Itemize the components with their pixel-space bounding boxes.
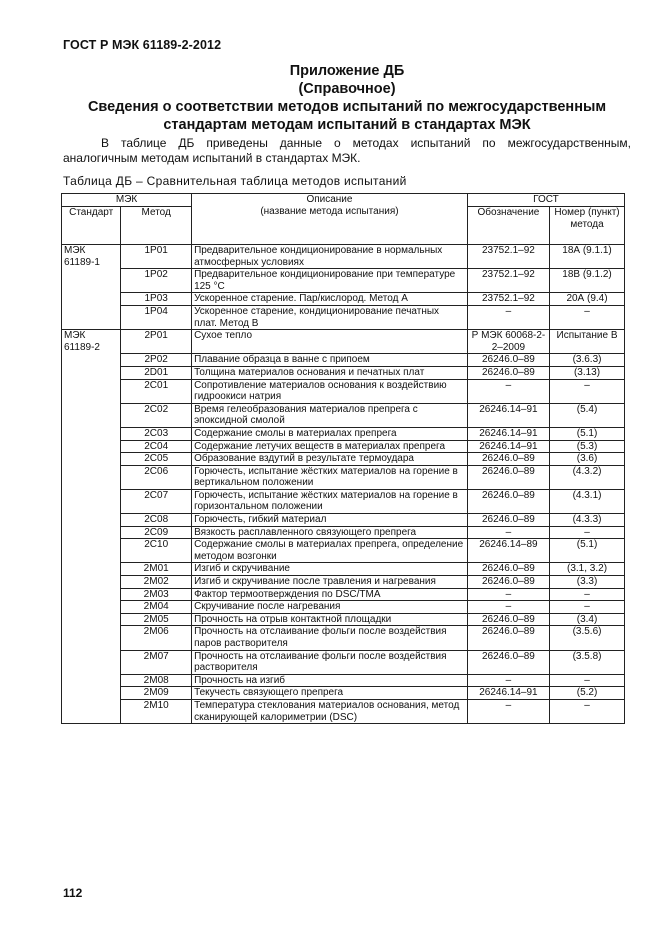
cell-method: 2C01 (121, 379, 192, 403)
cell-method: 2C05 (121, 453, 192, 466)
cell-description: Вязкость расплавленного связующего препрега (192, 526, 468, 539)
cell-method-number: (3.5.6) (550, 626, 625, 650)
table-row (62, 687, 625, 700)
cell-standard (62, 269, 121, 293)
intro-paragraph (63, 136, 631, 166)
cell-method-number: (3.5.8) (550, 650, 625, 674)
cell-method-number: 18В (9.1.2) (550, 269, 625, 293)
comparison-table (61, 193, 625, 724)
cell-designation: 26246.14–91 (467, 427, 549, 440)
cell-method: 2M08 (121, 674, 192, 687)
cell-method: 2C10 (121, 539, 192, 563)
cell-designation: – (467, 601, 549, 614)
cell-description: Текучесть связующего препрега (192, 687, 468, 700)
cell-method: 2C04 (121, 440, 192, 453)
cell-method: 1P02 (121, 269, 192, 293)
cell-method: 2C09 (121, 526, 192, 539)
cell-method-number: (3.6.3) (550, 354, 625, 367)
cell-designation: 26246.0–89 (467, 613, 549, 626)
cell-description: Толщина материалов основания и печатных плат (192, 366, 468, 379)
cell-standard (62, 293, 121, 306)
cell-method: 2C07 (121, 489, 192, 513)
cell-standard (62, 687, 121, 700)
document-standard-id: ГОСТ Р МЭК 61189-2-2012 (63, 38, 222, 52)
cell-method-number: (5.1) (550, 539, 625, 563)
header-description (192, 194, 468, 245)
cell-standard (62, 465, 121, 489)
header-standard: Стандарт (62, 207, 121, 245)
table-row (62, 674, 625, 687)
cell-description: Содержание смолы в материалах препрега, определение методом возгонки (192, 539, 468, 563)
cell-method: 1P03 (121, 293, 192, 306)
cell-description: Изгиб и скручивание после травления и нагревания (192, 576, 468, 589)
cell-standard (62, 403, 121, 427)
cell-description: Прочность на изгиб (192, 674, 468, 687)
cell-standard (62, 674, 121, 687)
cell-method-number: – (550, 526, 625, 539)
cell-standard (62, 626, 121, 650)
table-row (62, 354, 625, 367)
cell-method: 1P01 (121, 245, 192, 269)
cell-method-number: – (550, 674, 625, 687)
cell-method: 2M09 (121, 687, 192, 700)
cell-description: Температура стеклования материалов основания, метод сканирующей калориметрии (DSC) (192, 699, 468, 723)
cell-description: Сухое тепло (192, 330, 468, 354)
cell-method-number: 20А (9.4) (550, 293, 625, 306)
cell-designation: 26246.14–91 (467, 440, 549, 453)
cell-method: 1P04 (121, 305, 192, 329)
cell-method-number: (3.13) (550, 366, 625, 379)
header-method: Метод (121, 207, 192, 245)
cell-method: 2M05 (121, 613, 192, 626)
cell-standard (62, 650, 121, 674)
cell-standard (62, 514, 121, 527)
cell-designation: 23752.1–92 (467, 269, 549, 293)
table-row (62, 305, 625, 329)
intro-text: В таблице ДБ приведены данные о методах испытаний по межгосударственным, аналогичным методам испытаний в стандартах МЭК. (63, 136, 631, 165)
cell-designation: 26246.0–89 (467, 366, 549, 379)
cell-method: 2M04 (121, 601, 192, 614)
cell-method: 2C06 (121, 465, 192, 489)
appendix-titles (60, 62, 634, 134)
table-caption: Таблица ДБ – Сравнительная таблица методов испытаний (63, 174, 407, 188)
cell-method-number: – (550, 379, 625, 403)
cell-designation: – (467, 305, 549, 329)
cell-description: Горючесть, испытание жёстких материалов на горение в вертикальном положении (192, 465, 468, 489)
table-row (62, 576, 625, 589)
cell-description: Время гелеобразования материалов препрега с эпоксидной смолой (192, 403, 468, 427)
cell-designation: 26246.0–89 (467, 626, 549, 650)
table-row (62, 588, 625, 601)
table-row (62, 269, 625, 293)
cell-standard: МЭК 61189-2 (62, 330, 121, 354)
cell-description: Прочность на отслаивание фольги после воздействия паров растворителя (192, 626, 468, 650)
cell-method: 2M10 (121, 699, 192, 723)
cell-description: Ускоренное старение. Пар/кислород. Метод А (192, 293, 468, 306)
cell-description: Горючесть, гибкий материал (192, 514, 468, 527)
cell-designation: 26246.0–89 (467, 514, 549, 527)
table-row (62, 514, 625, 527)
cell-standard: МЭК 61189-1 (62, 245, 121, 269)
cell-method-number: (5.2) (550, 687, 625, 700)
table-row (62, 453, 625, 466)
table-row (62, 626, 625, 650)
cell-method-number: 18А (9.1.1) (550, 245, 625, 269)
cell-description: Фактор термоотверждения по DSC/TMA (192, 588, 468, 601)
table-row (62, 379, 625, 403)
cell-method-number: – (550, 588, 625, 601)
header-gost-group: ГОСТ (467, 194, 624, 207)
cell-method-number: (3.3) (550, 576, 625, 589)
cell-description: Прочность на отслаивание фольги после воздействия растворителя (192, 650, 468, 674)
cell-description: Сопротивление материалов основания к воздействию гидроокиси натрия (192, 379, 468, 403)
cell-standard (62, 588, 121, 601)
appendix-title: Приложение ДБ (289, 63, 405, 79)
cell-standard (62, 601, 121, 614)
table-row (62, 330, 625, 354)
appendix-heading-line1: Сведения о соответствии методов испытаний по межгосударственным (87, 99, 607, 115)
cell-standard (62, 453, 121, 466)
cell-method-number: – (550, 305, 625, 329)
cell-method-number: (3.6) (550, 453, 625, 466)
cell-designation: 26246.0–89 (467, 650, 549, 674)
cell-method-number: Испытание В (550, 330, 625, 354)
table-row (62, 366, 625, 379)
cell-standard (62, 539, 121, 563)
table-row (62, 539, 625, 563)
header-description-line2: (название метода испытания) (260, 205, 399, 217)
cell-method: 2C02 (121, 403, 192, 427)
cell-description: Горючесть, испытание жёстких материалов на горение в горизонтальном положении (192, 489, 468, 513)
table-row (62, 563, 625, 576)
cell-designation: 26246.0–89 (467, 489, 549, 513)
cell-method: 2M02 (121, 576, 192, 589)
cell-method-number: (4.3.2) (550, 465, 625, 489)
cell-standard (62, 489, 121, 513)
appendix-subtitle: (Справочное) (298, 81, 396, 97)
cell-designation: 26246.0–89 (467, 465, 549, 489)
cell-method-number: – (550, 601, 625, 614)
header-description-line1: Описание (306, 194, 353, 205)
cell-method: 2C03 (121, 427, 192, 440)
cell-method: 2M01 (121, 563, 192, 576)
table-row (62, 613, 625, 626)
table-row (62, 489, 625, 513)
cell-standard (62, 526, 121, 539)
cell-designation: 26246.0–89 (467, 576, 549, 589)
cell-standard (62, 354, 121, 367)
cell-description: Скручивание после нагревания (192, 601, 468, 614)
cell-designation: 23752.1–92 (467, 293, 549, 306)
cell-designation: 26246.0–89 (467, 453, 549, 466)
cell-method: 2M07 (121, 650, 192, 674)
table-row (62, 440, 625, 453)
header-iec-group: МЭК (62, 194, 192, 207)
header-method-number: Номер (пункт) метода (550, 207, 625, 245)
cell-method-number: (5.3) (550, 440, 625, 453)
cell-designation: Р МЭК 60068-2-2–2009 (467, 330, 549, 354)
cell-designation: 26246.0–89 (467, 354, 549, 367)
cell-method-number: (5.1) (550, 427, 625, 440)
cell-designation: 26246.0–89 (467, 563, 549, 576)
cell-method-number: – (550, 699, 625, 723)
cell-standard (62, 379, 121, 403)
cell-description: Плавание образца в ванне с припоем (192, 354, 468, 367)
cell-standard (62, 699, 121, 723)
cell-designation: 23752.1–92 (467, 245, 549, 269)
cell-designation: – (467, 588, 549, 601)
cell-designation: – (467, 379, 549, 403)
cell-designation: – (467, 674, 549, 687)
appendix-heading-line2: стандартам методам испытаний в стандартах МЭК (163, 117, 531, 133)
header-designation: Обозначение (467, 207, 549, 245)
cell-method-number: (3.4) (550, 613, 625, 626)
cell-method-number: (4.3.1) (550, 489, 625, 513)
table-row (62, 293, 625, 306)
cell-description: Предварительное кондиционирование при температуре 125 °С (192, 269, 468, 293)
cell-standard (62, 440, 121, 453)
cell-description: Ускоренное старение, кондиционирование печатных плат. Метод В (192, 305, 468, 329)
cell-designation: – (467, 699, 549, 723)
cell-method: 2P01 (121, 330, 192, 354)
cell-method-number: (3.1, 3.2) (550, 563, 625, 576)
cell-designation: 26246.14–91 (467, 403, 549, 427)
cell-method: 2D01 (121, 366, 192, 379)
cell-description: Изгиб и скручивание (192, 563, 468, 576)
cell-method: 2M03 (121, 588, 192, 601)
cell-method: 2M06 (121, 626, 192, 650)
cell-designation: 26246.14–89 (467, 539, 549, 563)
cell-description: Содержание летучих веществ в материалах препрега (192, 440, 468, 453)
table-row (62, 699, 625, 723)
cell-standard (62, 563, 121, 576)
page-number: 112 (63, 886, 83, 900)
cell-method-number: (5.4) (550, 403, 625, 427)
table-row (62, 427, 625, 440)
cell-description: Предварительное кондиционирование в нормальных атмосферных условиях (192, 245, 468, 269)
table-row (62, 526, 625, 539)
table-row (62, 601, 625, 614)
cell-standard (62, 305, 121, 329)
cell-method: 2C08 (121, 514, 192, 527)
cell-method: 2P02 (121, 354, 192, 367)
table-row (62, 650, 625, 674)
cell-description: Прочность на отрыв контактной площадки (192, 613, 468, 626)
table-row (62, 403, 625, 427)
cell-method-number: (4.3.3) (550, 514, 625, 527)
cell-description: Содержание смолы в материалах препрега (192, 427, 468, 440)
cell-standard (62, 366, 121, 379)
cell-description: Образование вздутий в результате термоудара (192, 453, 468, 466)
table-body (62, 245, 625, 724)
cell-designation: – (467, 526, 549, 539)
table-row (62, 245, 625, 269)
cell-standard (62, 613, 121, 626)
table-row (62, 465, 625, 489)
cell-designation: 26246.14–91 (467, 687, 549, 700)
cell-standard (62, 427, 121, 440)
cell-standard (62, 576, 121, 589)
